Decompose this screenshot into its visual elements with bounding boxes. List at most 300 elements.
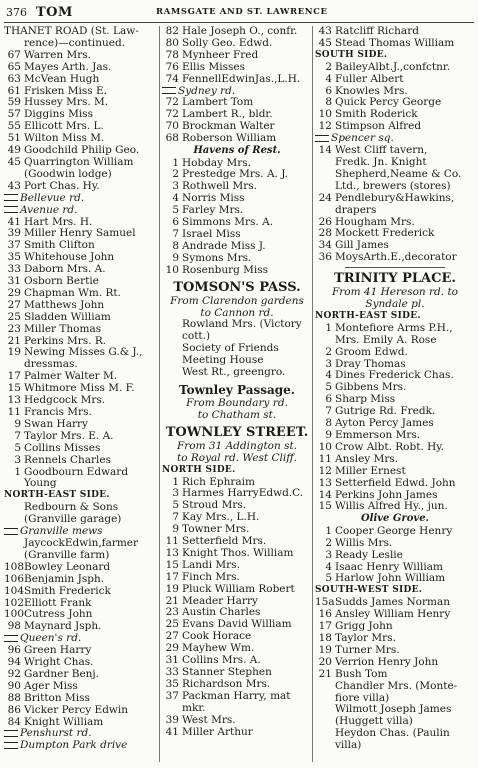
house-number: 3 (325, 357, 332, 370)
resident-name: Cutress John (24, 608, 93, 621)
house-number: 68 (165, 132, 179, 145)
column-divider (159, 26, 160, 762)
house-number: 72 (165, 96, 179, 109)
resident-name: Goodbourn Edward (24, 465, 129, 478)
resident-name: Hussey Mrs. M. (24, 96, 109, 109)
resident-name: Matthews John (24, 298, 105, 311)
house-number: 14 (318, 488, 332, 501)
cross-street: Sydney rd. (162, 86, 312, 98)
resident-name: Kay Mrs., L.H. (182, 511, 260, 524)
house-number: 49 (7, 144, 21, 157)
directory-entry (315, 501, 475, 513)
house-number: 1 (172, 156, 179, 169)
resident-name: Packman Harry, mat (182, 689, 291, 702)
resident-name: Ayton Percy James (335, 417, 434, 430)
house-number: 1 (14, 465, 21, 478)
house-number: 65 (7, 60, 21, 73)
group-heading: Olive Grove. (360, 513, 430, 525)
resident-name: Miller Arthur (182, 725, 253, 738)
house-number: 78 (165, 48, 179, 61)
house-number: 21 (7, 334, 21, 347)
directory-entry (162, 727, 312, 739)
house-number: 25 (165, 618, 179, 631)
house-number: 4 (172, 192, 179, 205)
resident-name: Bowley Leonard (24, 560, 111, 573)
resident-name: Cook Horace (182, 630, 252, 643)
resident-name: Osborn Bertie (24, 275, 99, 288)
house-number: 39 (165, 713, 179, 726)
resident-name: Vicker Percy Edwin (24, 703, 129, 716)
resident-name: Gill James (335, 239, 389, 252)
house-number: 102 (4, 596, 25, 609)
resident-name: Ager Miss (24, 679, 78, 692)
house-number: 7 (172, 228, 179, 240)
section-rule (345, 267, 445, 268)
entry-continuation: Wilmott Joseph James (335, 703, 452, 716)
resident-name: Hale Joseph O., confr. (182, 26, 298, 37)
house-number: 3 (172, 487, 179, 500)
house-number: 43 (318, 26, 332, 37)
entry-continuation: Heydon Chas. (Paulin (335, 727, 450, 740)
resident-name: Whitehouse John (24, 251, 115, 264)
house-number: 106 (4, 572, 25, 585)
street-heading: TOMSON'S PASS. (173, 279, 301, 295)
resident-name: Evans David William (182, 618, 292, 631)
house-number: 15 (165, 558, 179, 571)
street-route: From 41 Hereson rd. to (332, 286, 458, 299)
entry-continuation: Shepherd,Neame & Co. (335, 167, 462, 180)
house-number: 23 (7, 322, 21, 335)
resident-name: Miller Thomas (24, 322, 102, 335)
resident-name: Brockman Walter (182, 120, 275, 133)
house-number: 45 (318, 36, 332, 49)
house-number: 27 (7, 298, 21, 311)
house-number: 57 (7, 108, 21, 121)
house-number: 80 (165, 36, 179, 49)
resident-name: Sudds James Norman (335, 596, 450, 609)
entry-continuation: mkr. (182, 701, 206, 714)
house-number: 3 (172, 180, 179, 193)
entry-continuation: Rowland Mrs. (Victory (182, 318, 302, 331)
house-number: 10 (318, 440, 332, 453)
resident-name: Israel Miss (182, 228, 241, 240)
resident-name: Rennels Charles (24, 453, 111, 466)
resident-name: Miller Ernest (335, 464, 406, 477)
house-number: 39 (7, 227, 21, 240)
street-route: From Clarendon gardens (170, 294, 304, 307)
house-number: 41 (165, 725, 179, 738)
resident-name: Prestedge Mrs. A. J. (182, 168, 288, 181)
resident-name: Maynard Jsph. (24, 620, 102, 633)
house-number: 34 (318, 239, 332, 252)
resident-name: Emmerson Mrs. (335, 429, 421, 441)
house-number: 33 (7, 263, 21, 276)
resident-name: Warren Mrs. (24, 48, 91, 61)
resident-name: Wright Chas. (24, 656, 94, 669)
house-number: 98 (7, 620, 21, 633)
house-number: 11 (7, 406, 21, 418)
entry-continuation: Society of Friends (182, 342, 279, 355)
resident-name: Taylor Mrs. (335, 632, 396, 644)
page-header (6, 4, 472, 22)
entry-continuation: West Rt., greengro. (182, 366, 286, 379)
resident-name: Mynheer Fred (182, 48, 259, 61)
entry-continuation: dressmas. (24, 358, 78, 371)
resident-name: Meader Harry (182, 594, 258, 607)
house-number: 76 (165, 60, 179, 73)
resident-name: Perkins Mrs. R. (24, 334, 107, 347)
street-heading: TOWNLEY STREET. (165, 424, 309, 440)
resident-name: Palmer Walter M. (24, 370, 118, 383)
house-number: 12 (318, 120, 332, 133)
resident-name: Mockett Frederick (335, 227, 435, 240)
house-number: 3 (325, 548, 332, 561)
resident-name: Britton Miss (24, 691, 90, 704)
house-number: 72 (165, 108, 179, 121)
house-number: 23 (165, 606, 179, 619)
resident-name: Sharp Miss (335, 393, 396, 406)
entry-continuation: drapers (335, 203, 377, 216)
house-number: 5 (325, 572, 332, 585)
house-number: 108 (4, 560, 25, 573)
house-number: 15a (315, 596, 335, 609)
directory-entry (315, 323, 475, 335)
house-number: 16 (318, 608, 332, 621)
house-number: 21 (165, 594, 179, 607)
group-heading: Havens of Rest. (193, 145, 281, 157)
house-number: 10 (165, 263, 179, 276)
house-number: 11 (318, 452, 332, 465)
resident-name: Diggins Miss (24, 108, 93, 121)
directory-entry (162, 691, 312, 703)
house-number: 6 (325, 84, 332, 97)
house-number: 17 (7, 370, 21, 383)
house-number: 2 (325, 60, 332, 73)
house-number: 96 (7, 644, 21, 657)
entry-continuation: Chandler Mrs. (Monte- (335, 679, 458, 692)
resident-name: Groom Edwd. (335, 345, 408, 358)
house-number: 19 (318, 643, 332, 656)
directory-entry (315, 193, 475, 205)
street-route: to Cannon rd. (200, 306, 274, 319)
resident-name: Dray Thomas (335, 357, 406, 370)
directory-entry (315, 252, 475, 264)
resident-name: Richardson Mrs. (182, 677, 271, 690)
resident-name: Smith Roderick (335, 108, 418, 121)
directory-entry (315, 38, 475, 50)
house-number: 31 (165, 654, 179, 667)
entry-continuation: Meeting House (182, 354, 264, 367)
resident-name: Willis Mrs. (335, 536, 393, 549)
resident-name: Hedgcock Mrs. (24, 394, 106, 407)
house-number: 59 (7, 96, 21, 109)
resident-name: Farley Mrs. (182, 204, 244, 217)
resident-name: Francis Mrs. (24, 406, 92, 418)
resident-name: Benjamin Jsph. (24, 572, 105, 585)
resident-name: Port Chas. Hy. (24, 179, 100, 192)
house-number: 104 (4, 584, 25, 597)
resident-name: Smith Frederick (24, 584, 111, 597)
house-number: 67 (7, 48, 21, 61)
resident-name: Newing Misses G.& J., (24, 346, 143, 359)
resident-name: Lambert R., bldr. (182, 108, 273, 121)
house-number: 82 (165, 26, 179, 37)
entry-continuation: rence)—continued. (24, 36, 126, 49)
house-number: 2 (172, 168, 179, 181)
street-route: Syndale pl. (365, 298, 425, 311)
house-number: 1 (325, 321, 332, 334)
house-number: 33 (165, 666, 179, 678)
resident-name: Isaac Henry William (335, 560, 443, 573)
house-number: 17 (165, 570, 179, 583)
resident-name: Mayhew Wm. (182, 642, 255, 655)
resident-name: Elliott Frank (24, 596, 92, 609)
house-number: 7 (14, 429, 21, 442)
house-number: 13 (165, 546, 179, 559)
resident-name: Rothwell Mrs. (182, 180, 257, 193)
house-number: 86 (7, 703, 21, 716)
resident-name: Mayes Arth. Jas. (24, 60, 112, 73)
directory-entry (315, 669, 475, 681)
house-number: 9 (172, 523, 179, 536)
resident-name: Lambert Tom (182, 96, 254, 109)
house-number: 29 (7, 286, 21, 299)
resident-name: Pendlebury&Hawkins, (335, 191, 455, 204)
cross-street: Penshurst rd. (4, 728, 159, 740)
entry-continuation: Ltd., brewers (stores) (335, 179, 451, 192)
cross-street: Queen's rd. (4, 633, 159, 645)
resident-name: MoysArth.E.,decorator (335, 251, 457, 264)
resident-name: Knight Thos. William (182, 546, 294, 559)
resident-name: Perkins John James (335, 488, 438, 501)
house-number: 1 (325, 524, 332, 537)
running-head: TOM (36, 5, 73, 20)
house-number: 9 (14, 417, 21, 430)
cross-street: Dumpton Park drive (4, 740, 159, 752)
house-number: 84 (7, 715, 21, 728)
resident-name: Finch Mrs. (182, 570, 240, 583)
resident-name: Stanner Stephen (182, 666, 272, 678)
resident-name: Taylor Mrs. E. A. (24, 429, 114, 442)
house-number: 35 (7, 251, 21, 264)
resident-name: Towner Mrs. (182, 523, 250, 536)
cross-street: Granville mews (4, 526, 159, 538)
house-number: 11 (165, 535, 179, 548)
resident-name: McVean Hugh (24, 72, 100, 85)
entry-continuation: JaycockEdwin,farmer (24, 536, 139, 549)
house-number: 21 (318, 667, 332, 680)
page-number: 376 (6, 6, 27, 19)
house-number: 2 (325, 536, 332, 549)
column-1 (4, 26, 159, 762)
resident-name: Solly Geo. Edwd. (182, 36, 273, 49)
resident-name: Verrion Henry John (335, 655, 439, 668)
resident-name: Collins Mrs. A. (182, 654, 261, 667)
resident-name: Turner Mrs. (335, 643, 400, 656)
house-number: 7 (172, 511, 179, 524)
street-route: to Chatham st. (197, 408, 277, 421)
resident-name: Stead Thomas William (335, 36, 455, 49)
directory-entry (162, 133, 312, 145)
house-number: 9 (325, 429, 332, 441)
resident-name: Hougham Mrs. (335, 215, 415, 228)
resident-name: FennellEdwinJas.,L.H. (182, 72, 301, 85)
resident-name: Hobday Mrs. (182, 156, 251, 169)
directory-entry (162, 265, 312, 277)
resident-name: Fuller Albert (335, 72, 404, 85)
resident-name: Quarrington William (24, 155, 134, 168)
house-number: 24 (318, 191, 332, 204)
house-number: 55 (7, 120, 21, 133)
directory-title: RAMSGATE AND ST. LAWRENCE (156, 7, 328, 17)
resident-name: Smith Clifton (24, 239, 95, 252)
house-number: 51 (7, 132, 21, 145)
entry-continuation: Young (24, 477, 57, 490)
side-heading: NORTH SIDE. (162, 464, 236, 475)
resident-name: Collins Misses (24, 441, 101, 454)
house-number: 88 (7, 691, 21, 704)
column-3 (315, 26, 475, 762)
resident-name: Pluck William Robert (182, 582, 295, 595)
resident-name: Montefiore Arms P.H., (335, 321, 453, 334)
resident-name: Hart Mrs. H. (24, 215, 93, 228)
directory-entry (162, 74, 312, 86)
house-number: 28 (318, 227, 332, 240)
entry-continuation: Redbourn & Sons (24, 501, 119, 514)
column-2 (162, 26, 312, 762)
resident-name: Austin Charles (182, 606, 261, 619)
street-route: From Boundary rd. (186, 396, 288, 409)
house-number: 27 (165, 630, 179, 643)
entry-continuation: (Granville garage) (24, 513, 122, 526)
house-number: 15 (7, 382, 21, 395)
house-number: 20 (318, 655, 332, 668)
side-heading: SOUTH SIDE. (315, 49, 388, 60)
resident-name: Bush Tom (335, 667, 388, 680)
resident-name: Frisken Miss E. (24, 84, 107, 97)
house-number: 10 (318, 108, 332, 121)
resident-name: Goodchild Philip Geo. (24, 144, 140, 157)
resident-name: Rosenburg Miss (182, 263, 269, 276)
cross-street: Avenue rd. (4, 205, 159, 217)
house-number: 6 (325, 393, 332, 406)
cross-street: Bellevue rd. (4, 193, 159, 205)
house-number: 4 (325, 560, 332, 573)
resident-name: Ansley William Henry (335, 608, 451, 621)
street-heading: TRINITY PLACE. (334, 271, 456, 287)
entry-continuation: fiore villa) (335, 691, 390, 704)
house-number: 35 (165, 677, 179, 690)
resident-name: Gibbens Mrs. (335, 381, 407, 394)
house-number: 26 (318, 215, 332, 228)
house-number: 94 (7, 656, 21, 669)
resident-name: Setterfield Mrs. (182, 535, 267, 548)
house-number: 1 (172, 475, 179, 488)
house-number: 19 (7, 346, 21, 359)
resident-name: Swan Harry (24, 417, 88, 430)
house-number: 5 (172, 499, 179, 512)
resident-name: Willis Alfred Hy., jun. (335, 500, 448, 513)
house-number: 74 (165, 72, 179, 85)
resident-name: Chapman Wm. Rt. (24, 286, 121, 299)
resident-name: Landi Mrs. (182, 558, 240, 571)
resident-name: BaileyAlbt.J.,confctnr. (335, 60, 451, 73)
side-heading: SOUTH-WEST SIDE. (315, 585, 423, 596)
resident-name: West Cliff tavern, (335, 144, 428, 157)
house-number: 13 (7, 394, 21, 407)
house-number: 7 (325, 405, 332, 418)
entry-continuation: Mrs. Emily A. Rose (335, 333, 437, 346)
house-number: 12 (318, 464, 332, 477)
resident-name: Symons Mrs. (182, 251, 252, 264)
street-heading: Townley Passage. (179, 382, 295, 397)
resident-name: Simmons Mrs. A. (182, 216, 274, 229)
house-number: 36 (318, 251, 332, 264)
house-number: 15 (318, 500, 332, 513)
entry-continuation: (Goodwin lodge) (24, 167, 112, 180)
house-number: 31 (7, 275, 21, 288)
entry-continuation: cott.) (182, 330, 211, 343)
house-number: 41 (7, 215, 21, 228)
house-number: 29 (165, 642, 179, 655)
house-number: 37 (165, 689, 179, 702)
resident-name: Quick Percy George (335, 96, 442, 109)
resident-name: Knowles Mrs. (335, 84, 408, 97)
house-number: 37 (7, 239, 21, 252)
resident-name: Ready Leslie (335, 548, 403, 561)
resident-name: Rich Ephraim (182, 475, 255, 488)
resident-name: Stimpson Alfred (335, 120, 422, 133)
side-heading: NORTH-EAST SIDE. (4, 490, 110, 501)
resident-name: Gutrige Rd. Fredk. (335, 405, 436, 418)
street-route: to Royal rd. West Cliff. (176, 451, 298, 464)
resident-name: Harmes HarryEdwd.C. (182, 487, 304, 500)
resident-name: Dines Frederick Chas. (335, 369, 454, 382)
column-divider (312, 26, 313, 762)
house-number: 3 (14, 453, 21, 466)
house-number: 4 (325, 72, 332, 85)
resident-name: Miller Henry Samuel (24, 227, 136, 240)
house-number: 19 (165, 582, 179, 595)
house-number: 8 (325, 96, 332, 109)
house-number: 4 (325, 369, 332, 382)
resident-name: Norris Miss (182, 192, 245, 205)
house-number: 5 (14, 441, 21, 454)
resident-name: West Mrs. (182, 713, 236, 726)
house-number: 14 (318, 144, 332, 157)
house-number: 8 (325, 417, 332, 430)
entry-continuation: villa) (335, 739, 362, 752)
house-number: 63 (7, 72, 21, 85)
resident-name: Whitmore Miss M. F. (24, 382, 135, 395)
resident-name: Crow Albt. Robt. Hy. (335, 440, 445, 453)
resident-name: Roberson William (182, 132, 277, 145)
house-number: 13 (318, 476, 332, 489)
header-rule (4, 22, 474, 23)
resident-name: Stroud Mrs. (182, 499, 247, 512)
resident-name: Ratcliff Richard (335, 26, 419, 37)
resident-name: Green Harry (24, 644, 92, 657)
directory-entry (315, 573, 475, 585)
cross-street: Spencer sq. (315, 133, 475, 145)
house-number: 17 (318, 620, 332, 633)
resident-name: Daborn Mrs. A. (24, 263, 106, 276)
resident-name: Andrade Miss J. (182, 239, 266, 252)
street-route: From 31 Addington st. (176, 439, 298, 452)
resident-name: Harlow John William (335, 572, 446, 585)
house-number: 9 (172, 251, 179, 264)
house-number: 8 (172, 239, 179, 252)
